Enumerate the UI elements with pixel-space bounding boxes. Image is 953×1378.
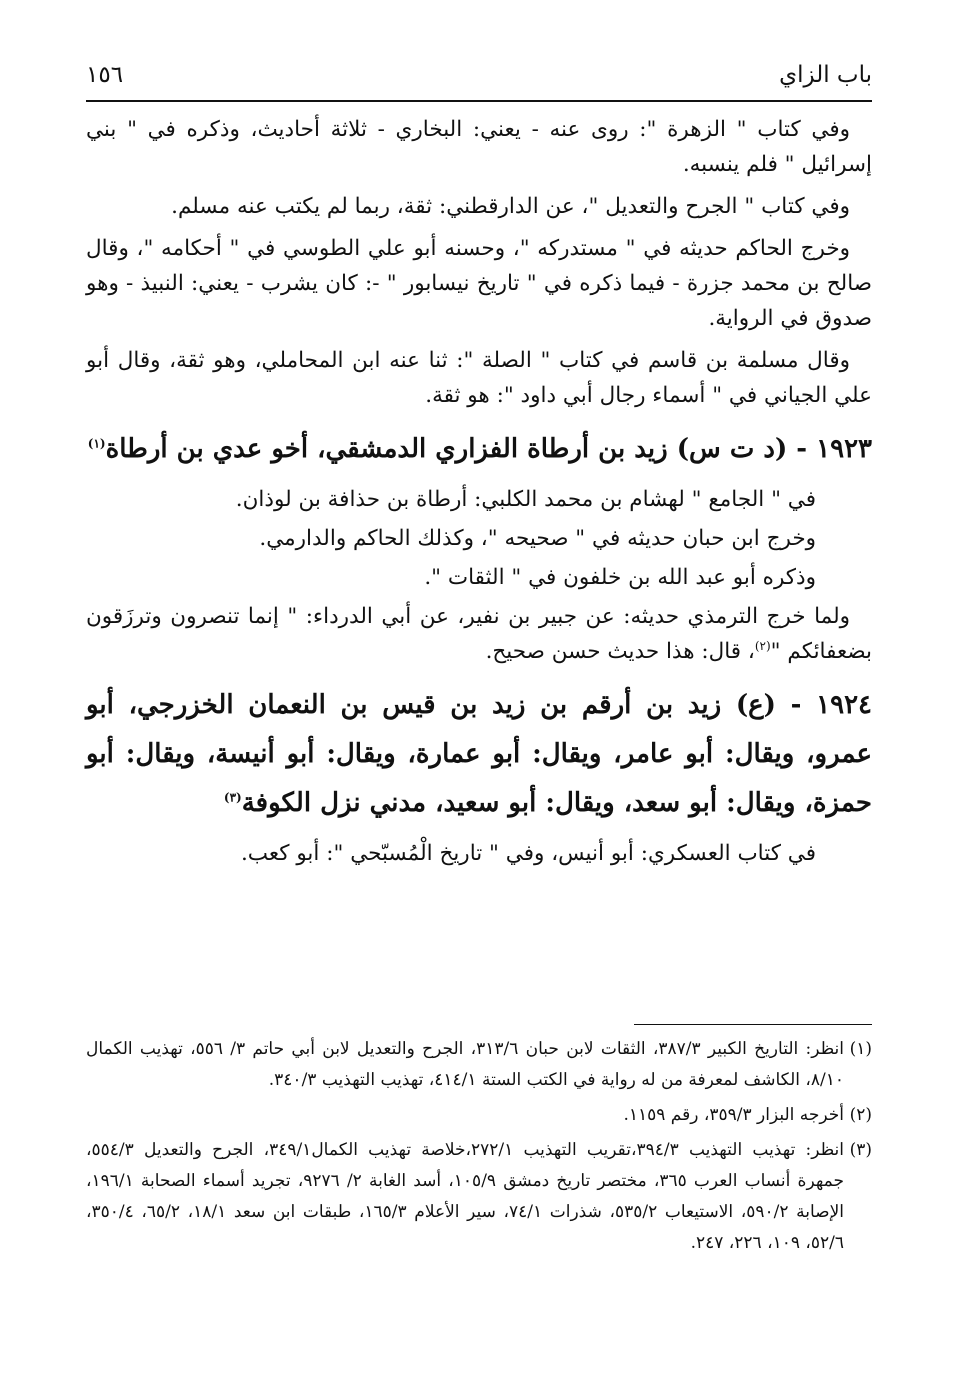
- running-title: باب الزاي: [779, 62, 872, 88]
- entry-title: ١٩٢٤ - (ع) زيد بن أرقم بن زيد بن قيس بن النعمان الخزرجي، أبو عمرو، ويقال: أبو عامر، ويقال: أبو عمارة، ويقال: أبو أنيسة، ويقال: أبو حمزة، ويقال: أبو سعد، ويقال: أبو سعيد، مدني نزل الكوفة: [86, 690, 872, 818]
- footnote: [86, 1100, 872, 1131]
- footnote-number: (٣): [849, 1140, 872, 1160]
- page-header: [86, 54, 872, 102]
- paragraph: وذكره أبو عبد الله بن خلفون في " الثقات ".: [424, 565, 816, 590]
- footnote-text: أخرجه البزار ٣٥٩/٣، رقم ١١٥٩.: [623, 1105, 844, 1125]
- footnote: [86, 1034, 872, 1096]
- footnote-marker: (٢): [754, 638, 771, 653]
- entry-heading-1923: [86, 425, 872, 474]
- main-text: [86, 112, 872, 875]
- footnote-text: انظر: التاريخ الكبير ٣٨٧/٣، الثقات لابن حبان ٣١٣/٦، الجرح والتعديل لابن أبي حاتم ٣/ ٥٥٦، تهذيب الكمال ٨/١٠، الكاشف لمعرفة من له رواية في الكتب الستة ٤١٤/١، تهذيب التهذيب ٣٤٠/٣.: [86, 1039, 844, 1090]
- footnote-number: (٢): [849, 1105, 872, 1125]
- entry-title: ١٩٢٣ - (د ت س) زيد بن أرطاة الفزاري الدمشقي، أخو عدي بن أرطاة: [105, 434, 872, 464]
- footnote-divider: [634, 1024, 872, 1025]
- footnote-text: انظر: تهذيب التهذيب ٣٩٤/٣،تقريب التهذيب ٢٧٢/١،خلاصة تهذيب الكمال٣٤٩/١، الجرح والتعديل ٥٥٤/٣، جمهرة أنساب العرب ٣٦٥، مختصر تاريخ دمشق ١٠٥/٩، أسد الغابة ٢/ ٩٢٧٦، تجريد أسماء الصحابة ١٩٦/١، الإصابة ٥٩٠/٢، الاستيعاب ٥٣٥/٢، شذرات ٧٤/١، سير الأعلام ١٦٥/٣، طبقات ابن سعد ١٨/١، ٦٥/٢، ٣٥٠/٤، ٥٢/٦، ١٠٩، ٢٢٦، ٢٤٧.: [86, 1140, 845, 1253]
- paragraph: في كتاب العسكري: أبو أنيس، وفي " تاريخ الْمُسبّحي ": أبو كعب.: [240, 841, 816, 866]
- paragraph: وفي كتاب " الزهرة ": روى عنه - يعني: البخاري - ثلاثة أحاديث، وذكره في " بني إسرائيل " فلم ينسبه.: [86, 117, 872, 177]
- footnote-number: (١): [849, 1039, 872, 1059]
- paragraph-text: ، قال: هذا حديث حسن صحيح.: [485, 639, 755, 664]
- paragraph: وخرج ابن حبان حديثه في " صحيحه "، وكذلك الحاكم والدارمي.: [259, 526, 816, 551]
- footnote: [86, 1135, 872, 1259]
- footnotes: [86, 1034, 872, 1263]
- paragraph: وخرج الحاكم حديثه في " مستدركه "، وحسنه أبو علي الطوسي في " أحكامه "، وقال صالح بن محمد جزرة - فيما ذكره في " تاريخ نيسابور " -: كان يشرب - يعني: النبيذ - وهو صدوق في الرواية.: [86, 236, 872, 331]
- footnote-marker: (١): [87, 436, 106, 451]
- footnote-marker: (٣): [223, 790, 242, 805]
- paragraph: وقال مسلمة بن قاسم في كتاب " الصلة ": ثنا عنه ابن المحاملي، وهو ثقة، وقال أبو علي الجياني في " أسماء رجال أبي داود ": هو ثقة.: [86, 348, 872, 408]
- paragraph: [86, 599, 872, 669]
- entry-heading-1924: [86, 681, 872, 828]
- paragraph: في " الجامع " لهشام بن محمد الكلبي: أرطاة بن حذافة بن لوذان.: [235, 487, 816, 512]
- paragraph: وفي كتاب " الجرح والتعديل "، عن الدارقطني: ثقة، ربما لم يكتب عنه مسلم.: [171, 194, 850, 219]
- paragraph-text: ولما خرج الترمذي حديثه: عن جبير بن نفير، عن أبي الدرداء: " إنما تنصرون وترزَقون بضعفائكم ": [86, 604, 872, 664]
- page-number: ١٥٦: [86, 62, 124, 88]
